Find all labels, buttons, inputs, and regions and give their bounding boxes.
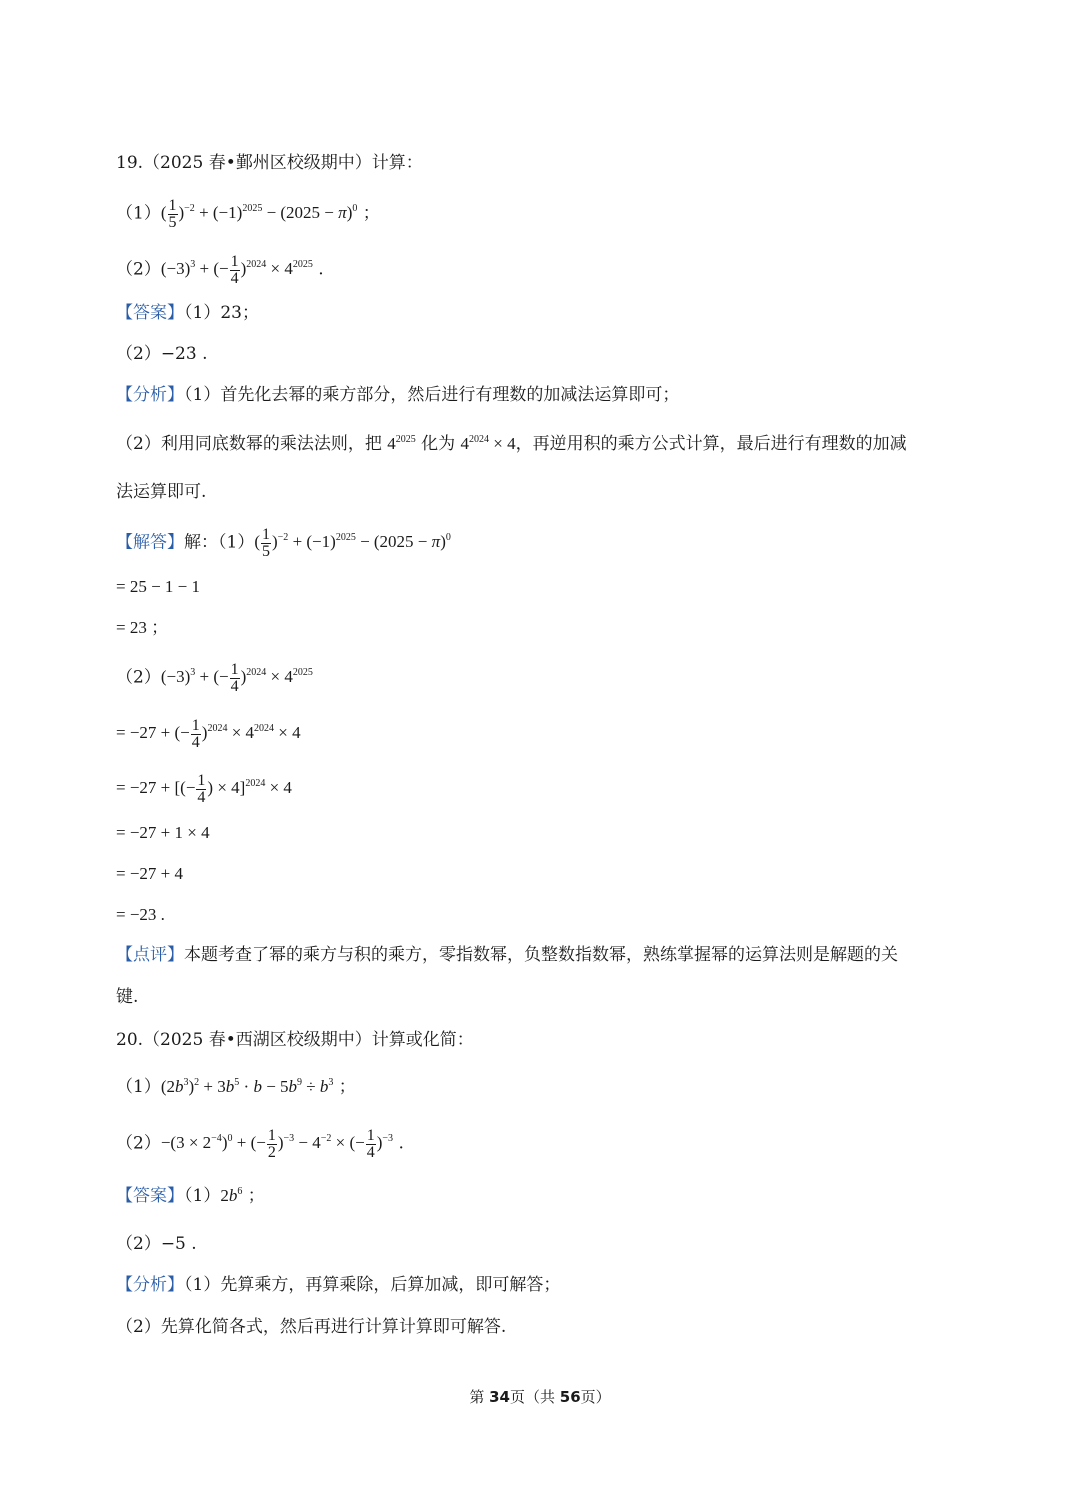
q19-title: 19.（2025 春•鄞州区校级期中）计算： [116,153,423,173]
solution-tag: 【解答】 [116,532,184,553]
q20-analysis: 【分析】（1）先算乘方，再算乘除，后算加减，即可解答； [116,1275,561,1295]
q19-answer-2: （2）−23 . [116,344,208,364]
q19-step-4: = −27 + [(− $\frac{1}{4}$ ) × 4]$^{2024}$ × 4 [116,772,292,806]
q19-step-1: = 25 − 1 − 1 [116,577,201,596]
q19-step-6: = −27 + 4 [116,864,184,883]
q19-step-5: = −27 + 1 × 4 [116,823,210,842]
q19-step-2: = 23 ； [116,618,169,637]
q19-review-2: 键. [116,987,139,1007]
q19-step-3: = −27 + (− $\frac{1}{4}$ )$^{2024} \times 4^{2024} \times 4$ [116,717,301,751]
q20-analysis-2: （2）先算化简各式，然后再进行计算计算即可解答. [116,1317,507,1337]
q20-part2: $(2)-(3 \times 2^{-4})^0$ + (− $\frac{1}{2}$ )$^{-3} - 4^{-2}$ × (− $\frac{1}{4}$ )$^{-3}$ . [116,1127,404,1161]
q19-analysis-3: 法运算即可. [116,482,207,502]
q19-solution: 【解答】解：（1）( $\frac{1}{5}$ )$^{-2} + (-1)^{2025} - (2025 - \pi)^0$ [116,526,451,560]
q20-answer-2: （2）−5 . [116,1234,197,1254]
analysis-tag: 【分析】 [116,1275,184,1295]
q19-solution-part2: $(2)(-3)^3$ + (− $\frac{1}{4}$ )$^{2024} \times 4^{2025}$ [116,661,313,695]
page-footer: 第 34页（共 56页） [469,1388,611,1406]
page-number: 34 [489,1388,510,1406]
page-total: 56 [559,1388,581,1406]
q19-analysis: 【分析】（1）首先化去幂的乘方部分，然后进行有理数的加减法运算即可； [116,385,680,405]
q19-answer: 【答案】（1）23； [116,303,259,323]
q19-step-7: = −23 . [116,905,165,924]
q20-part1: $(1)(2b^3)^2 + 3b^5 \cdot b - 5b^9 \div b^3$ ； [116,1077,356,1097]
analysis-tag: 【分析】 [116,385,184,405]
q19-analysis-2: （2）利用同底数幂的乘法法则，把 $4^{2025}$ 化为 $4^{2024} \times 4$，再逆用积的乘方公式计算，最后进行有理数的加减 [116,434,907,454]
q19-part1: （1）( $\frac{1}{5}$ )$^{-2} + (-1)^{2025} - (2025 - \pi)^0$ ； [116,197,380,231]
review-tag: 【点评】 [116,945,184,965]
answer-tag: 【答案】 [116,1186,184,1206]
answer-tag: 【答案】 [116,303,184,323]
q19-part2: $(2)(-3)^3$ + (− $\frac{1}{4}$ )$^{2024} \times 4^{2025}$ . [116,253,324,287]
q19-review: 【点评】本题考查了幂的乘方与积的乘方，零指数幂，负整数指数幂，熟练掌握幂的运算法则是解题的关 [116,945,898,965]
q20-title: 20.（2025 春•西湖区校级期中）计算或化简： [116,1030,474,1050]
q20-answer: 【答案】$(1)2b^6$ ； [116,1186,265,1206]
